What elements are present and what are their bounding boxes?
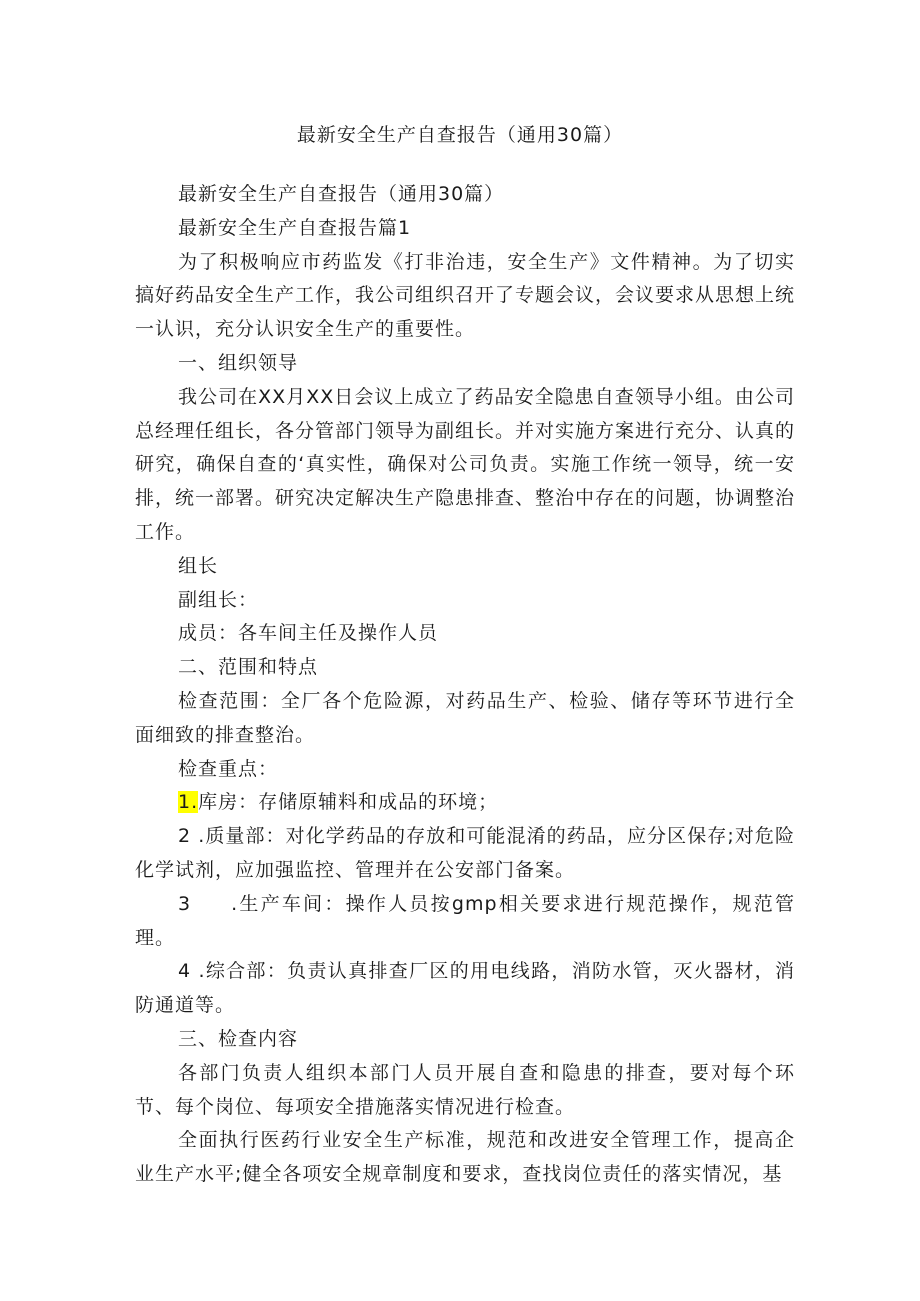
document-body xyxy=(135,178,795,1192)
body-paragraph: 检查范围：全厂各个危险源，对药品生产、检验、储存等环节进行全面细致的排查整治。 xyxy=(135,689,795,746)
body-paragraph: 组长 xyxy=(178,554,219,577)
body-paragraph: 副组长： xyxy=(178,588,259,611)
highlighted-marker: 1. xyxy=(178,791,199,814)
body-paragraph: 各部门负责人组织本部门人员开展自查和隐患的排查，要对每个环节、每个岗位、每项安全措施落实情况进行检查。 xyxy=(135,1061,795,1118)
body-paragraph: 为了积极响应市药监发《打非治违，安全生产》文件精神。为了切实搞好药品安全生产工作，我公司组织召开了专题会议，会议要求从思想上统一认识，充分认识安全生产的重要性。 xyxy=(135,250,796,341)
document-title: 最新安全生产自查报告（通用30篇） xyxy=(296,124,624,146)
list-item-text: .生产车间：操作人员按gmp相关要求进行规范操作，规范管理。 xyxy=(135,892,795,949)
list-item-text: 库房：存储原辅料和成品的环境； xyxy=(198,791,499,814)
section-heading: 最新安全生产自查报告篇1 xyxy=(178,216,412,239)
list-item xyxy=(135,888,795,956)
list-item xyxy=(135,786,795,820)
list-item-marker: 3 xyxy=(178,892,192,915)
section-heading: 二、范围和特点 xyxy=(178,656,319,679)
subtitle-paragraph: 最新安全生产自查报告（通用30篇） xyxy=(178,183,505,205)
list-item: 2 .质量部：对化学药品的存放和可能混淆的药品，应分区保存;对危险化学试剂，应加强监控、管理并在公安部门备案。 xyxy=(135,825,795,881)
list-item: 4 .综合部：负责认真排查厂区的用电线路，消防水管，灭火器材，消防通道等。 xyxy=(135,960,795,1017)
section-heading: 一、组织领导 xyxy=(178,351,299,374)
body-paragraph: 检查重点： xyxy=(178,757,279,780)
body-paragraph: 全面执行医药行业安全生产标准，规范和改进安全管理工作，提高企业生产水平;健全各项安全规章制度和要求，查找岗位责任的落实情况，基 xyxy=(135,1129,795,1186)
body-paragraph: 成员：各车间主任及操作人员 xyxy=(178,622,439,645)
section-heading: 三、检查内容 xyxy=(178,1027,299,1050)
body-paragraph: 我公司在XX月XX日会议上成立了药品安全隐患自查领导小组。由公司总经理任组长，各分管部门领导为副组长。并对实施方案进行充分、认真的研究，确保自查的‘真实性，确保对公司负责。实施工作统一领导，统一安排，统一部署。研究决定解决生产隐患排查、整治中存在的问题，协调整治工作。 xyxy=(135,385,796,543)
